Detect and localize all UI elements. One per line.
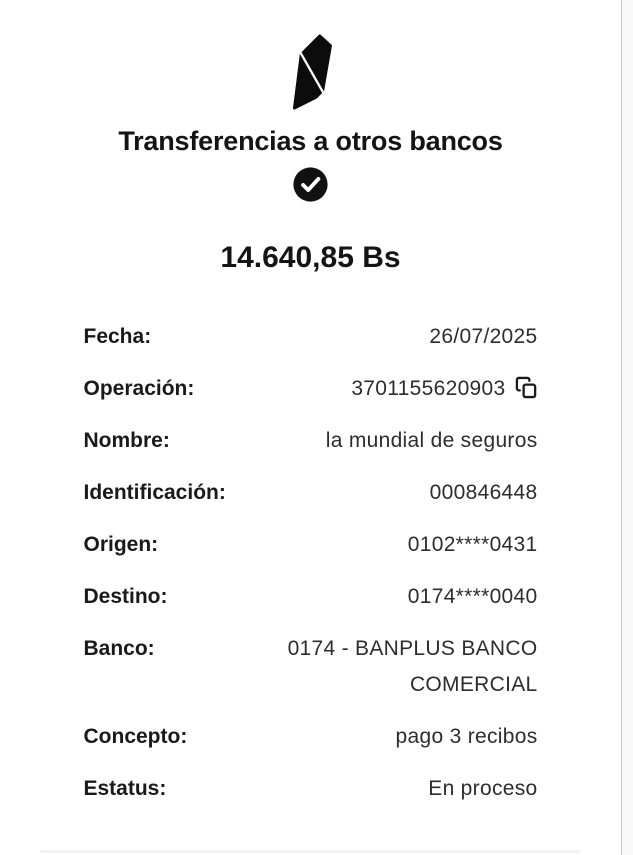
transfer-amount: 14.640,85 Bs [220, 241, 401, 274]
detail-value-wrap [218, 631, 538, 703]
bank-logo-icon [285, 33, 337, 111]
detail-value: 0174 - BANPLUS BANCO COMERCIAL [287, 637, 538, 696]
detail-value-wrap [429, 319, 537, 355]
detail-row [84, 579, 538, 615]
page-title: Transferencias a otros bancos [118, 126, 503, 156]
detail-row [84, 771, 538, 807]
detail-label: Origen: [83, 533, 159, 556]
detail-value-wrap [408, 579, 538, 615]
detail-value-wrap [408, 527, 538, 563]
detail-label: Banco: [83, 637, 155, 660]
detail-value: 0102****0431 [407, 533, 538, 556]
bottom-divider [40, 850, 580, 853]
detail-value: la mundial de seguros [325, 429, 538, 452]
detail-row [84, 423, 538, 459]
detail-value-wrap [326, 423, 538, 459]
detail-label: Nombre: [83, 429, 170, 452]
copy-icon[interactable] [515, 376, 538, 399]
detail-value: 0174****0040 [407, 585, 538, 608]
detail-value-wrap [351, 371, 537, 407]
detail-label: Fecha: [83, 325, 152, 348]
detail-value-wrap [430, 475, 538, 511]
detail-row [84, 631, 538, 703]
detail-value-wrap [396, 719, 538, 755]
detail-row [84, 475, 538, 511]
detail-label: Destino: [83, 585, 168, 608]
detail-row [84, 527, 538, 563]
scrollbar[interactable] [621, 0, 633, 855]
detail-value: 000846448 [429, 481, 538, 504]
success-status [292, 166, 329, 203]
detail-label: Operación: [83, 377, 195, 400]
details-list [84, 319, 538, 807]
detail-label: Identificación: [83, 481, 226, 504]
detail-value: En proceso [428, 777, 538, 800]
detail-label: Estatus: [83, 777, 167, 800]
detail-label: Concepto: [83, 725, 188, 748]
detail-row [84, 371, 538, 407]
detail-value: pago 3 recibos [395, 725, 538, 748]
detail-row [84, 719, 538, 755]
detail-value: 3701155620903 [351, 377, 506, 400]
check-circle-icon [292, 166, 329, 203]
copy-button[interactable] [515, 371, 538, 407]
detail-value: 26/07/2025 [429, 325, 538, 348]
detail-row [84, 319, 538, 355]
detail-value-wrap [428, 771, 537, 807]
